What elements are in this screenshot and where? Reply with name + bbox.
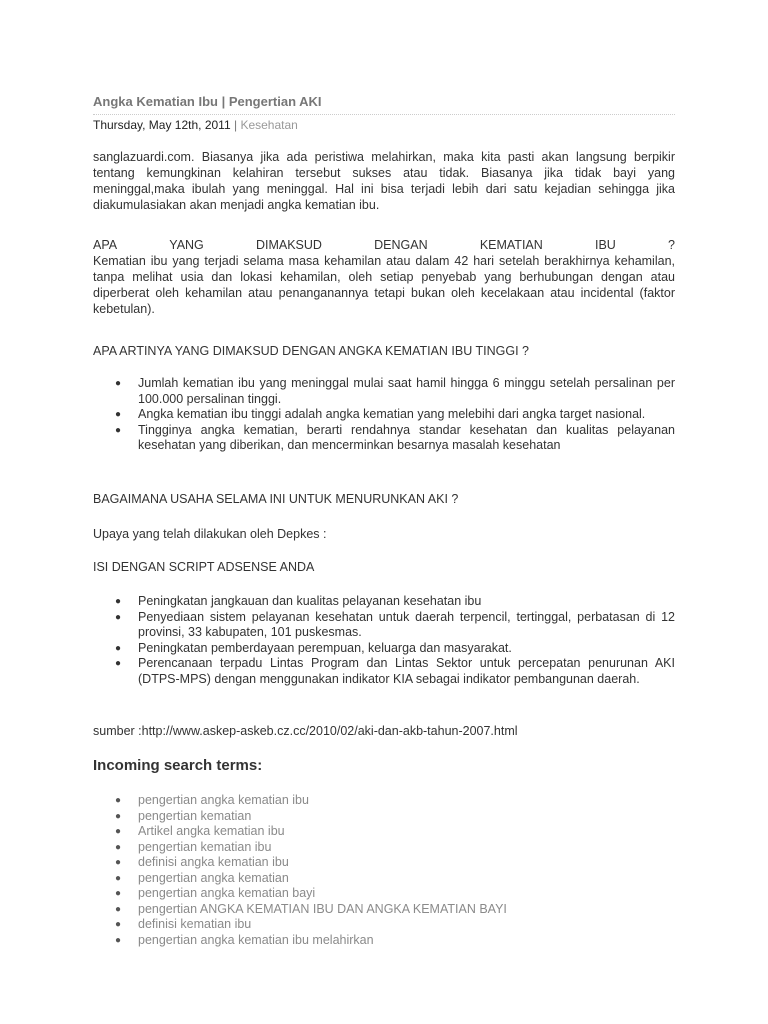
list-item: ● Peningkatan jangkauan dan kualitas pelayanan kesehatan ibu <box>115 594 482 608</box>
list-item: ● Jumlah kematian ibu yang meninggal mulai saat hamil hingga 6 minggu setelah persalinan per 100.000 persalinan tinggi. <box>115 376 675 406</box>
q1-word: DIMAKSUD <box>255 238 322 252</box>
q1-word: KEMATIAN <box>479 238 543 252</box>
post-meta <box>93 118 298 132</box>
post-date: Thursday, May 12th, 2011 <box>93 118 231 132</box>
list-item: ● Tingginya angka kematian, berarti rendahnya standar kesehatan dan kualitas pelayanan kesehatan yang diberikan, dan mencerminkan besarnya masalah kesehatan <box>115 422 675 452</box>
question-1-answer: Kematian ibu yang terjadi selama masa kehamilan atau dalam 42 hari setelah berakhirnya kehamilan, tanpa melihat usia dan lokasi kehamilan, oleh setiap penyebab yang berhubungan dengan atau diperberat oleh kehamilan atau penanganannya tetapi bukan oleh kecelakaan atau incidental (faktor kebetulan). <box>93 254 675 316</box>
bullet-icon: ● <box>115 934 122 946</box>
bullet-icon: ● <box>115 841 122 853</box>
bullet-icon: ● <box>115 826 122 837</box>
bullet-icon: ● <box>115 888 122 899</box>
question-3-list <box>93 594 675 687</box>
source-line[interactable]: sumber :http://www.askep-askeb.cz.cc/2010/02/aki-dan-akb-tahun-2007.html <box>93 724 518 738</box>
question-3-heading: BAGAIMANA USAHA SELAMA INI UNTUK MENURUNKAN AKI ? <box>93 492 459 506</box>
q1-word: IBU <box>594 238 616 252</box>
q1-word: YANG <box>169 238 204 252</box>
search-term-link[interactable]: ● pengertian kematian ibu <box>115 839 272 854</box>
search-term-link[interactable]: ● pengertian angka kematian ibu <box>115 793 309 807</box>
q1-word: ? <box>668 238 675 252</box>
question-3-intro: Upaya yang telah dilakukan oleh Depkes : <box>93 527 327 541</box>
question-1-heading <box>93 237 675 253</box>
search-term-link[interactable]: ● pengertian kematian <box>115 808 252 823</box>
question-2-list <box>93 376 675 454</box>
search-term-link[interactable]: ● pengertian angka kematian bayi <box>115 886 316 900</box>
title-divider <box>93 114 675 115</box>
intro-paragraph: sanglazuardi.com. Biasanya jika ada peristiwa melahirkan, maka kita pasti akan langsung berpikir tentang kemungkinan kelahiran tersebut sukses atau tidak. Biasanya jika tidak bayi yang meninggal,maka ibulah yang meninggal. Hal ini bisa terjadi lebih dari satu kejadian sehingga jika diakumulasiakan akan menjadi angka kematian ibu. <box>93 150 675 212</box>
search-term-link[interactable]: ● pengertian angka kematian ibu melahirkan <box>115 932 374 947</box>
search-terms-list <box>93 793 675 948</box>
q1-word: APA <box>93 238 118 252</box>
list-item: ● Perencanaan terpadu Lintas Program dan Lintas Sektor untuk percepatan penurunan AKI (DTPS-MPS) dengan menggunakan indikator KIA sebagai indikator pembangunan daerah. <box>115 656 675 686</box>
search-term-link[interactable]: ● definisi angka kematian ibu <box>115 855 289 869</box>
list-item: ● Penyediaan sistem pelayanan kesehatan untuk daerah terpencil, tertinggal, perbatasan di 12 provinsi, 33 kabupaten, 101 puskesmas. <box>115 609 675 639</box>
adsense-placeholder: ISI DENGAN SCRIPT ADSENSE ANDA <box>93 560 315 574</box>
bullet-icon: ● <box>115 378 122 389</box>
post-title[interactable]: Angka Kematian Ibu | Pengertian AKI <box>93 94 322 109</box>
bullet-icon: ● <box>115 795 122 806</box>
bullet-icon: ● <box>115 596 122 607</box>
search-term-link[interactable]: ● pengertian angka kematian <box>115 870 289 885</box>
search-terms-heading: Incoming search terms: <box>93 757 263 774</box>
post-category-link[interactable]: Kesehatan <box>240 118 298 132</box>
search-term-link[interactable]: ● pengertian ANGKA KEMATIAN IBU DAN ANGKA KEMATIAN BAYI <box>115 901 507 916</box>
bullet-icon: ● <box>115 872 122 884</box>
bullet-icon: ● <box>115 642 122 654</box>
question-1-block <box>93 237 675 317</box>
bullet-icon: ● <box>115 424 122 436</box>
search-term-link[interactable]: ● Artikel angka kematian ibu <box>115 824 285 838</box>
question-2-heading: APA ARTINYA YANG DIMAKSUD DENGAN ANGKA KEMATIAN IBU TINGGI ? <box>93 344 529 358</box>
meta-separator: | <box>233 118 238 132</box>
bullet-icon: ● <box>115 658 122 669</box>
bullet-icon: ● <box>115 903 122 915</box>
list-item: ● Peningkatan pemberdayaan perempuan, keluarga dan masyarakat. <box>115 640 512 655</box>
bullet-icon: ● <box>115 810 122 822</box>
list-item: ● Angka kematian ibu tinggi adalah angka kematian yang melebihi dari angka target nasional. <box>115 407 646 421</box>
q1-word: DENGAN <box>374 238 428 252</box>
bullet-icon: ● <box>115 611 122 623</box>
bullet-icon: ● <box>115 857 122 868</box>
search-term-link[interactable]: ● definisi kematian ibu <box>115 917 252 931</box>
bullet-icon: ● <box>115 919 122 930</box>
bullet-icon: ● <box>115 409 122 420</box>
